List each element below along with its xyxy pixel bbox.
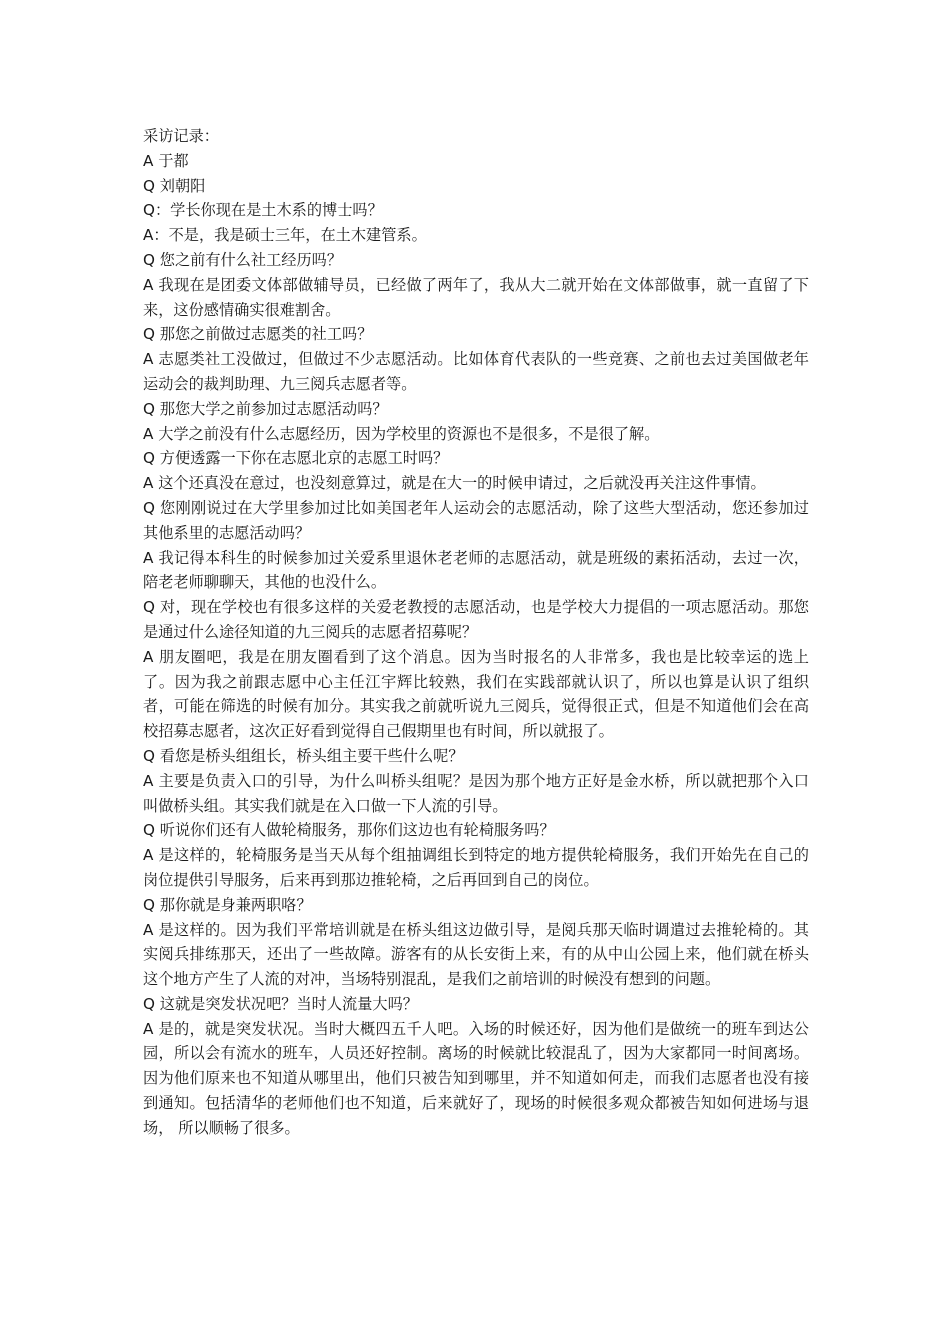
- dialogue-line: A 是的，就是突发状况。当时大概四五千人吧。入场的时候还好，因为他们是做统一的班车到达公园，所以会有流水的班车，人员还好控制。离场的时候就比较混乱了，因为大家都同一时间离场。因为他们原来也不知道从哪里出，他们只被告知到哪里，并不知道如何走，而我们志愿者也没有接到通知。包括清华的老师他们也不知道，后来就好了，现场的时候很多观众都被告知如何进场与退场， 所以顺畅了很多。: [143, 1019, 809, 1137]
- dialogue-line: A 志愿类社工没做过，但做过不少志愿活动。比如体育代表队的一些竞赛、之前也去过美国做老年运动会的裁判助理、九三阅兵志愿者等。: [143, 350, 809, 393]
- document-title: 采访记录：: [143, 127, 219, 145]
- dialogue-line: Q 方便透露一下你在志愿北京的志愿工时吗？: [143, 449, 449, 468]
- dialogue-line: Q 看您是桥头组组长，桥头组主要干些什么呢？: [143, 746, 464, 765]
- dialogue-line: A 我现在是团委文体部做辅导员，已经做了两年了，我从大二就开始在文体部做事，就一直留了下来，这份感情确实很难割舍。: [143, 275, 809, 319]
- dialogue-line: Q：学长你现在是土木系的博士吗？: [143, 201, 383, 220]
- interview-transcript: [143, 124, 809, 1141]
- dialogue-line: A 朋友圈吧，我是在朋友圈看到了这个消息。因为当时报名的人非常多，我也是比较幸运的选上了。因为我之前跟志愿中心主任江宇辉比较熟，我们在实践部就认识了，所以也算是认识了组织者，可能在筛选的时候有加分。其实我之前就听说九三阅兵，觉得很正式，但是不知道他们会在高校招募志愿者，这次正好看到觉得自己假期里也有时间，所以就报了。: [143, 647, 809, 741]
- dialogue-line: A 是这样的。因为我们平常培训就是在桥头组这边做引导，是阅兵那天临时调遣过去推轮椅的。其实阅兵排练那天，还出了一些故障。游客有的从长安街上来，有的从中山公园上来，他们就在桥头这个地方产生了人流的对冲，当场特别混乱，是我们之前培训的时候没有想到的问题。: [143, 920, 809, 989]
- dialogue-line: Q 您刚刚说过在大学里参加过比如美国老年人运动会的志愿活动，除了这些大型活动，您还参加过其他系里的志愿活动吗？: [143, 498, 809, 542]
- dialogue-line: Q 听说你们还有人做轮椅服务，那你们这边也有轮椅服务吗？: [143, 821, 555, 840]
- dialogue-line: A 主要是负责入口的引导，为什么叫桥头组呢？是因为那个地方正好是金水桥，所以就把那个入口叫做桥头组。其实我们就是在入口做一下人流的引导。: [143, 771, 809, 815]
- interviewee-line: A 于都: [143, 151, 189, 170]
- dialogue-line: A：不是，我是硕士三年，在土木建管系。: [143, 226, 427, 245]
- dialogue-line: A 是这样的，轮椅服务是当天从每个组抽调组长到特定的地方提供轮椅服务，我们开始先在自己的岗位提供引导服务，后来再到那边推轮椅，之后再回到自己的岗位。: [143, 846, 809, 889]
- dialogue-line: Q 那你就是身兼两职咯？: [143, 895, 312, 914]
- dialogue-line: A 我记得本科生的时候参加过关爱系里退休老老师的志愿活动，就是班级的素拓活动，去过一次，陪老老师聊聊天，其他的也没什么。: [143, 548, 809, 592]
- dialogue-line: A 大学之前没有什么志愿经历，因为学校里的资源也不是很多，不是很了解。: [143, 424, 660, 443]
- dialogue-line: Q 对，现在学校也有很多这样的关爱老教授的志愿活动，也是学校大力提倡的一项志愿活动。那您是通过什么途径知道的九三阅兵的志愿者招募呢？: [143, 598, 809, 641]
- interviewer-line: Q 刘朝阳: [143, 176, 206, 195]
- dialogue-line: Q 那您大学之前参加过志愿活动吗？: [143, 399, 388, 418]
- dialogue-line: Q 那您之前做过志愿类的社工吗？: [143, 325, 373, 344]
- dialogue-line: Q 这就是突发状况吧？当时人流量大吗？: [143, 994, 418, 1013]
- dialogue-line: Q 您之前有什么社工经历吗？: [143, 250, 343, 269]
- dialogue-line: A 这个还真没在意过，也没刻意算过，就是在大一的时候申请过，之后就没再关注这件事情。: [143, 474, 766, 493]
